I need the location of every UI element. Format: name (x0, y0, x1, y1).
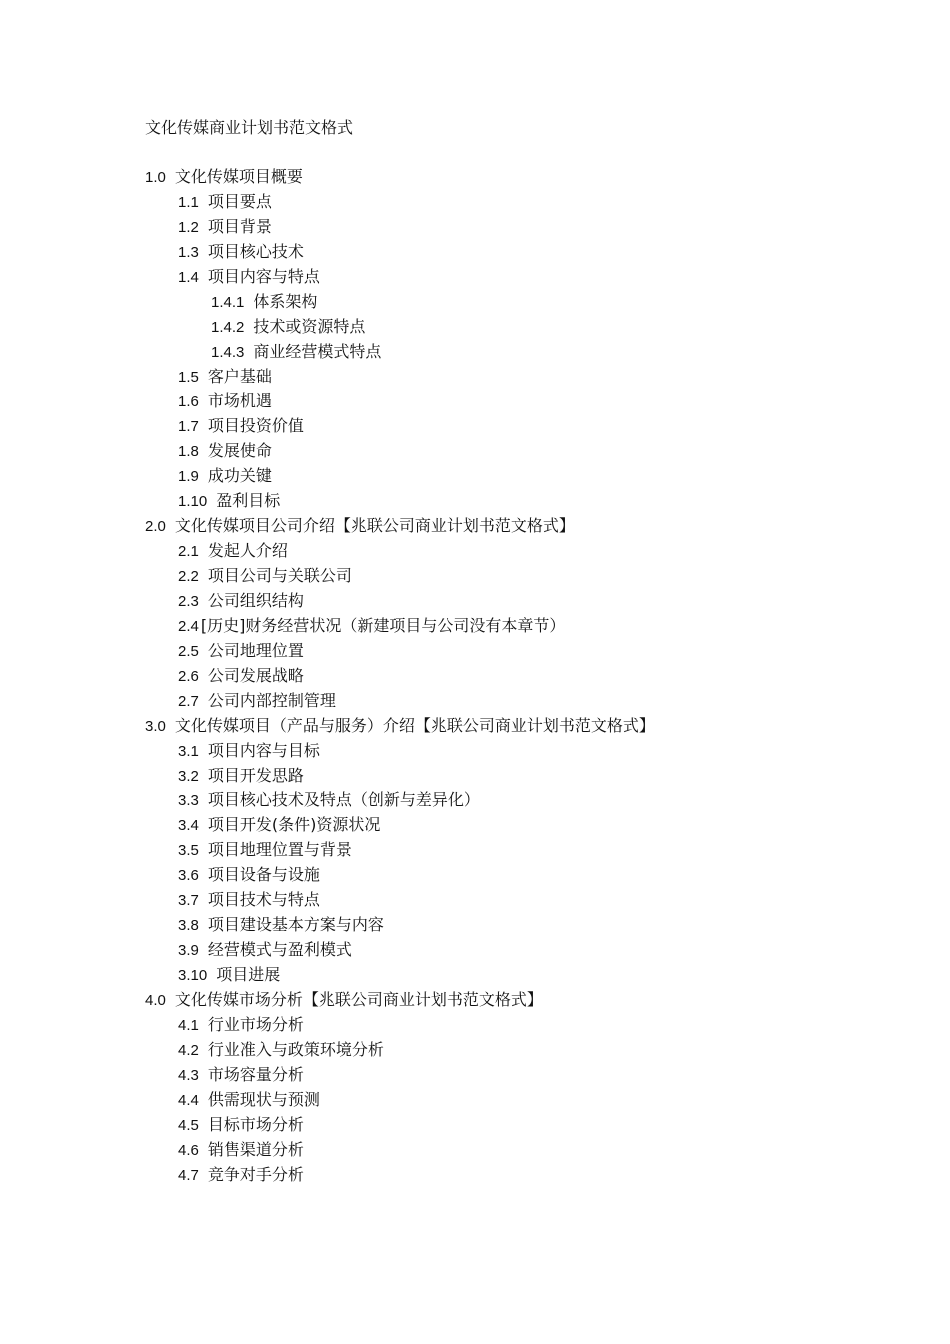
toc-entry-text: 供需现状与预测 (207, 1089, 320, 1109)
toc-entry-number: 1.4.1 (211, 293, 245, 311)
toc-entry (145, 963, 905, 988)
toc-entry-number: 4.4 (178, 1091, 199, 1109)
toc-entry-text: 文化传媒项目公司介绍【兆联公司商业计划书范文格式】 (174, 516, 575, 536)
toc-entry-number: 1.4.2 (211, 318, 245, 336)
toc-entry (145, 589, 905, 614)
toc-entry-text: 项目背景 (207, 216, 272, 236)
toc-entry (145, 539, 905, 564)
toc-entry-number: 4.2 (178, 1041, 199, 1059)
toc-entry (145, 389, 905, 414)
toc-entry (145, 414, 905, 439)
toc-entry-text: 体系架构 (253, 291, 318, 311)
toc-entry (145, 514, 905, 539)
toc-entry-text: 项目内容与特点 (207, 266, 320, 286)
toc-entry-text: 项目核心技术 (207, 241, 304, 261)
toc-entry-number: 1.6 (178, 393, 199, 411)
toc-entry-text: 项目内容与目标 (207, 740, 320, 760)
toc-entry-text: 客户基础 (207, 366, 272, 386)
toc-entry-text: 行业市场分析 (207, 1014, 304, 1034)
toc-entry-number: 4.5 (178, 1116, 199, 1134)
toc-entry-text: 公司组织结构 (207, 590, 304, 610)
toc-entry-number: 2.7 (178, 692, 199, 710)
toc-entry-text: 项目公司与关联公司 (207, 566, 352, 585)
toc-entry (145, 290, 905, 315)
toc-entry-number: 4.0 (145, 991, 166, 1009)
toc-entry-text: 盈利目标 (216, 491, 281, 511)
toc-entry (145, 489, 905, 514)
toc-entry-text: 市场容量分析 (207, 1064, 304, 1084)
toc-entry-text: 行业准入与政策环境分析 (207, 1039, 384, 1059)
toc-entry (145, 913, 905, 938)
toc-entry (145, 689, 905, 714)
toc-entry-number: 3.10 (178, 967, 208, 984)
toc-entry-text: 经营模式与盈利模式 (207, 940, 352, 960)
toc-entry-number: 4.6 (178, 1141, 199, 1159)
toc-entry-text: 文化传媒项目概要 (174, 167, 303, 186)
toc-entry-number: 1.4 (178, 268, 199, 286)
toc-entry (145, 165, 905, 190)
toc-entry-text: 项目进展 (216, 965, 281, 984)
toc-entry (145, 988, 905, 1013)
toc-entry (145, 190, 905, 215)
toc-entry (145, 764, 905, 789)
toc-entry (145, 788, 905, 813)
toc-entry-number: 1.5 (178, 368, 199, 386)
toc-entry (145, 739, 905, 764)
toc-entry (145, 365, 905, 390)
toc-entry (145, 340, 905, 365)
toc-entry-number: 3.2 (178, 767, 199, 785)
toc-entry-text: 文化传媒市场分析【兆联公司商业计划书范文格式】 (174, 989, 543, 1009)
toc-entry-number: 1.9 (178, 468, 199, 486)
toc-entry (145, 639, 905, 664)
toc-entry-text: 文化传媒项目（产品与服务）介绍【兆联公司商业计划书范文格式】 (174, 715, 655, 735)
toc-entry-text: 发起人介绍 (207, 541, 288, 561)
toc-entry-text: 项目设备与设施 (207, 865, 320, 885)
toc-entry-number: 3.4 (178, 817, 199, 835)
toc-entry-number: 1.1 (178, 193, 199, 211)
toc-entry-number: 4.1 (178, 1016, 199, 1034)
toc-entry (145, 1013, 905, 1038)
toc-entry-number: 3.9 (178, 942, 199, 960)
toc-entry-number: 2.0 (145, 518, 166, 536)
toc-entry-number: 3.1 (178, 742, 199, 760)
toc-entry-text: 发展使命 (207, 441, 272, 461)
toc-entry-text: 商业经营模式特点 (253, 341, 382, 361)
toc-entry-number: 1.3 (178, 243, 199, 261)
toc-entry (145, 1088, 905, 1113)
toc-entry (145, 1138, 905, 1163)
toc-entry-number: 3.6 (178, 867, 199, 885)
toc-entry-text: 公司内部控制管理 (207, 690, 336, 710)
toc-entry (145, 838, 905, 863)
toc-entry (145, 813, 905, 838)
toc-entry-text: 公司地理位置 (207, 640, 304, 660)
toc-entry-number: 2.1 (178, 543, 199, 561)
toc-entry-number: 1.4.3 (211, 343, 245, 361)
toc-entry (145, 614, 905, 639)
toc-entry-number: 1.2 (178, 218, 199, 236)
toc-entry-text: 项目建设基本方案与内容 (207, 915, 384, 935)
toc-entry (145, 1163, 905, 1188)
toc-entry-number: 1.10 (178, 493, 208, 511)
table-of-contents (145, 165, 905, 1187)
toc-entry-number: 1.7 (178, 418, 199, 436)
toc-entry-number: 1.0 (145, 169, 166, 186)
toc-entry-text: 项目投资价值 (207, 416, 304, 436)
toc-entry-text: 目标市场分析 (207, 1114, 304, 1134)
toc-entry-text: 项目开发(条件)资源状况 (207, 815, 381, 835)
toc-entry (145, 888, 905, 913)
toc-entry (145, 863, 905, 888)
toc-entry (145, 938, 905, 963)
toc-entry (145, 215, 905, 240)
toc-entry-number: 3.5 (178, 842, 199, 860)
toc-entry-text: 项目地理位置与背景 (207, 840, 352, 860)
toc-entry-text: 项目要点 (207, 191, 272, 211)
toc-entry-text: 销售渠道分析 (207, 1139, 304, 1159)
toc-entry (145, 265, 905, 290)
toc-entry-number: 2.2 (178, 568, 199, 585)
toc-entry-number: 4.7 (178, 1166, 199, 1184)
toc-entry-text: 项目开发思路 (207, 765, 304, 785)
toc-entry-text: 成功关键 (207, 466, 272, 486)
toc-entry-text: 项目技术与特点 (207, 890, 320, 910)
toc-entry (145, 240, 905, 265)
toc-entry-text: 技术或资源特点 (253, 316, 366, 336)
toc-entry-text: 竞争对手分析 (207, 1164, 304, 1184)
toc-entry (145, 1063, 905, 1088)
toc-entry-text: 项目核心技术及特点（创新与差异化） (207, 790, 480, 810)
toc-entry (145, 464, 905, 489)
toc-entry (145, 1113, 905, 1138)
toc-entry (145, 714, 905, 739)
toc-entry (145, 564, 905, 589)
toc-entry-number: 2.3 (178, 592, 199, 610)
toc-entry-text: 公司发展战略 (207, 665, 304, 685)
document-title: 文化传媒商业计划书范文格式 (145, 118, 354, 137)
toc-entry-number: 2.4 (178, 617, 199, 635)
toc-entry-text: [历史]财务经营状况（新建项目与公司没有本章节） (200, 615, 566, 635)
toc-entry (145, 664, 905, 689)
toc-entry-text: 市场机遇 (207, 391, 272, 411)
toc-entry (145, 1038, 905, 1063)
toc-entry-number: 1.8 (178, 443, 199, 461)
toc-entry-number: 2.6 (178, 667, 199, 685)
toc-entry-number: 3.8 (178, 917, 199, 935)
toc-entry (145, 315, 905, 340)
toc-entry-number: 3.7 (178, 892, 199, 910)
toc-entry-number: 3.3 (178, 792, 199, 810)
toc-entry-number: 2.5 (178, 642, 199, 660)
toc-entry-number: 4.3 (178, 1066, 199, 1084)
toc-entry (145, 439, 905, 464)
toc-entry-number: 3.0 (145, 717, 166, 735)
